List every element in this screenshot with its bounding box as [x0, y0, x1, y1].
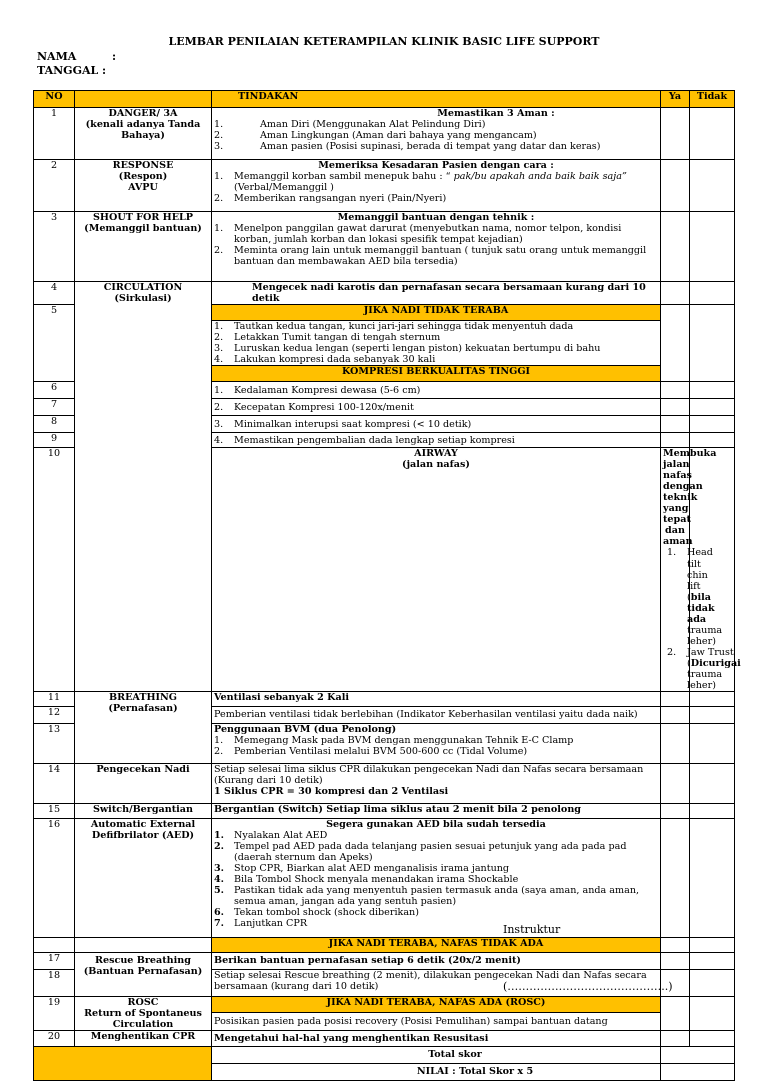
- checkbox-tidak[interactable]: [690, 282, 735, 305]
- category-shout-for-help: SHOUT FOR HELP (Memanggil bantuan): [75, 212, 212, 282]
- checkbox-tidak[interactable]: [690, 212, 735, 282]
- checkbox-tidak[interactable]: [690, 433, 735, 448]
- checkbox-ya[interactable]: [661, 706, 690, 723]
- checkbox-tidak[interactable]: [690, 706, 735, 723]
- checkbox-ya[interactable]: [661, 108, 690, 160]
- checkbox-ya[interactable]: [661, 952, 690, 969]
- header-tindakan: TINDAKAN: [212, 91, 661, 108]
- nilai-label: NILAI : Total Skor x 5: [212, 1063, 661, 1080]
- table-row: 5 JIKA NADI TIDAK TERABA 1. Tautkan kedua tangan, kunci jari-jari sehingga tidak menyentuh dada 2. Letakkan Tumit tangan di tengah sternum 3. Luruskan kedua lengan (seperti lengan piston) kekuatan bertumpu di bahu 4. Lakukan kompresi dada sebanyak 30 kali KOMPRESI BERKUALITAS TINGGI: [34, 305, 735, 382]
- checkbox-tidak[interactable]: [690, 399, 735, 416]
- table-row: 4 CIRCULATION (Sirkulasi) Mengecek nadi karotis dan pernafasan secara bersamaan kurang dari 10 detik: [34, 282, 735, 305]
- checkbox-tidak[interactable]: [690, 952, 735, 969]
- category-danger: DANGER/ 3A (kenali adanya Tanda Bahaya): [75, 108, 212, 160]
- table-row: 10 AIRWAY (jalan nafas) Membuka jalan nafas dengan teknik yang tepat dan aman 1. Head tilt chin lift (bila tidak ada trauma leher) 2. Jaw Trust (Dicurigai trauma leher): [34, 448, 735, 692]
- category-aed: Automatic External Defifbrilator (AED): [75, 818, 212, 937]
- checkbox-tidak[interactable]: [690, 108, 735, 160]
- checkbox-tidak[interactable]: [690, 1030, 735, 1046]
- checkbox-ya[interactable]: [661, 818, 690, 937]
- table-row: 16 Automatic External Defifbrilator (AED) Segera gunakan AED bila sudah tersedia 1. Nyalakan Alat AED 2. Tempel pad AED pada dada telanjang pasien sesuai petunjuk yang ada pada pad (daerah sternum dan Apeks) 3. Stop CPR, Biarkan alat AED menganalisis irama jantung 4. Bila Tombol Shock menyala menandakan irama Shockable 5. Pastikan tidak ada yang menyentuh pasien termasuk anda (saya aman, anda aman, semua aman, jangan ada yang sentuh pasien) 6. Tekan tombol shock (shock diberikan) 7. Lanjutkan CPR: [34, 818, 735, 937]
- checkbox-tidak[interactable]: [690, 416, 735, 433]
- category-airway: AIRWAY (jalan nafas): [212, 448, 661, 692]
- checkbox-ya[interactable]: [661, 160, 690, 212]
- checkbox-tidak[interactable]: [690, 803, 735, 818]
- table-header: [34, 91, 735, 108]
- checkbox-tidak[interactable]: [690, 763, 735, 803]
- page-title: LEMBAR PENILAIAN KETERAMPILAN KLINIK BASIC LIFE SUPPORT: [168, 35, 600, 48]
- table-row: 9 4. Memastikan pengembalian dada lengkap setiap kompresi: [34, 433, 735, 448]
- checkbox-tidak[interactable]: [690, 996, 735, 1030]
- checkbox-tidak[interactable]: [690, 382, 735, 399]
- checkbox-ya[interactable]: [661, 1030, 690, 1046]
- nilai-value[interactable]: [661, 1063, 735, 1080]
- checkbox-tidak[interactable]: [690, 818, 735, 937]
- category-breathing: BREATHING (Pernafasan): [75, 691, 212, 763]
- checkbox-tidak[interactable]: [690, 723, 735, 763]
- checkbox-ya[interactable]: [661, 803, 690, 818]
- table-row: 2 RESPONSE (Respon) AVPU Memeriksa Kesadaran Pasien dengan cara : 1. Memanggil korban sambil menepuk bahu : “ pak/bu apakah anda baik baik saja” (Verbal/Memanggil ) 2. Memberikan rangsangan nyeri (Pain/Nyeri): [34, 160, 735, 212]
- category-response: RESPONSE (Respon) AVPU: [75, 160, 212, 212]
- band-kompresi: KOMPRESI BERKUALITAS TINGGI: [212, 365, 660, 381]
- checkbox-ya[interactable]: [661, 305, 690, 382]
- total-row: [34, 1046, 735, 1063]
- category-menghentikan-cpr: Menghentikan CPR: [75, 1030, 212, 1046]
- checkbox-ya[interactable]: [661, 416, 690, 433]
- table-row: 8 3. Minimalkan interupsi saat kompresi (< 10 detik): [34, 416, 735, 433]
- table-row: 3 SHOUT FOR HELP (Memanggil bantuan) Memanggil bantuan dengan tehnik : 1. Menelpon panggilan gawat darurat (menyebutkan nama, nomor telpon, kondisi korban, jumlah korban dan lokasi spesifik tempat kejadian) 2. Meminta orang lain untuk memanggil bantuan ( tunjuk satu orang untuk memanggil bantuan dan membawakan AED bila tersedia): [34, 212, 735, 282]
- checkbox-ya[interactable]: [661, 763, 690, 803]
- total-skor-label: Total skor: [212, 1046, 661, 1063]
- checkbox-tidak[interactable]: [690, 305, 735, 382]
- table-row: 1 DANGER/ 3A (kenali adanya Tanda Bahaya) Memastikan 3 Aman : 1. Aman Diri (Menggunakan Alat Pelindung Diri) 2. Aman Lingkungan (Aman dari bahaya yang mengancam) 3. Aman pasien (Posisi supinasi, berada di tempat yang datar dan keras): [34, 108, 735, 160]
- checkbox-tidak[interactable]: [690, 969, 735, 996]
- table-row: 15 Switch/Bergantian Bergantian (Switch) Setiap lima siklus atau 2 menit bila 2 penolong: [34, 803, 735, 818]
- table-row: 18 Setiap selesai Rescue breathing (2 menit), dilakukan pengecekan Nadi dan Nafas secara bersamaan (kurang dari 10 detik): [34, 969, 735, 996]
- checkbox-ya[interactable]: [661, 399, 690, 416]
- signature-line: (……………………………………..): [503, 980, 673, 993]
- category-rosc: ROSC Return of Spontaneus Circulation: [75, 996, 212, 1030]
- table-row: 7 2. Kecepatan Kompresi 100-120x/menit: [34, 399, 735, 416]
- checkbox-ya[interactable]: [661, 723, 690, 763]
- checkbox-ya[interactable]: [661, 996, 690, 1030]
- assessment-table: [33, 90, 741, 1081]
- table-row: 12 Pemberian ventilasi tidak berlebihan (Indikator Keberhasilan ventilasi yaitu dada naik): [34, 706, 735, 723]
- checkbox-ya[interactable]: [661, 382, 690, 399]
- table-row: 6 1. Kedalaman Kompresi dewasa (5-6 cm): [34, 382, 735, 399]
- table-row: 11 BREATHING (Pernafasan) Ventilasi sebanyak 2 Kali: [34, 691, 735, 706]
- category-circulation: CIRCULATION (Sirkulasi): [75, 282, 212, 692]
- checkbox-tidak[interactable]: [690, 160, 735, 212]
- category-rescue-breathing: Rescue Breathing (Bantuan Pernafasan): [75, 952, 212, 996]
- checkbox-ya[interactable]: [661, 433, 690, 448]
- category-pengecekan-nadi: Pengecekan Nadi: [75, 763, 212, 803]
- header-ya: Ya: [661, 91, 690, 108]
- total-skor-value[interactable]: [661, 1046, 735, 1063]
- band-nadi-tidak-teraba: JIKA NADI TIDAK TERABA: [212, 305, 660, 321]
- checkbox-ya[interactable]: [661, 691, 690, 706]
- table-row: 13 Penggunaan BVM (dua Penolong) 1. Memegang Mask pada BVM dengan menggunakan Tehnik E-C Clamp 2. Pemberian Ventilasi melalui BVM 500-600 cc (Tidal Volume): [34, 723, 735, 763]
- checkbox-tidak[interactable]: [690, 691, 735, 706]
- table-row: 14 Pengecekan Nadi Setiap selesai lima siklus CPR dilakukan pengecekan Nadi dan Nafas secara bersamaan (Kurang dari 10 detik) 1 Siklus CPR = 30 kompresi dan 2 Ventilasi: [34, 763, 735, 803]
- nama-label: NAMA :: [37, 50, 117, 63]
- table-row: 17 Rescue Breathing (Bantuan Pernafasan) Berikan bantuan pernafasan setiap 6 detik (20x/2 menit): [34, 952, 735, 969]
- instruktur-label: Instruktur: [503, 923, 561, 936]
- table-row: [34, 937, 735, 952]
- checkbox-ya[interactable]: [661, 282, 690, 305]
- table-row: 19 ROSC Return of Spontaneus Circulation JIKA NADI TERABA, NAFAS ADA (ROSC) Posisikan pasien pada posisi recovery (Posisi Pemulihan) sampai bantuan datang: [34, 996, 735, 1030]
- header-tidak: Tidak: [690, 91, 735, 108]
- category-switch: Switch/Bergantian: [75, 803, 212, 818]
- band-nadi-teraba-nafas-tidak-ada: JIKA NADI TERABA, NAFAS TIDAK ADA: [212, 937, 661, 952]
- header-no: NO: [34, 91, 75, 108]
- checkbox-ya[interactable]: [661, 212, 690, 282]
- table-row: 20 Menghentikan CPR Mengetahui hal-hal yang menghentikan Resusitasi: [34, 1030, 735, 1046]
- tanggal-label: TANGGAL :: [37, 64, 107, 77]
- band-rosc: JIKA NADI TERABA, NAFAS ADA (ROSC): [212, 997, 660, 1013]
